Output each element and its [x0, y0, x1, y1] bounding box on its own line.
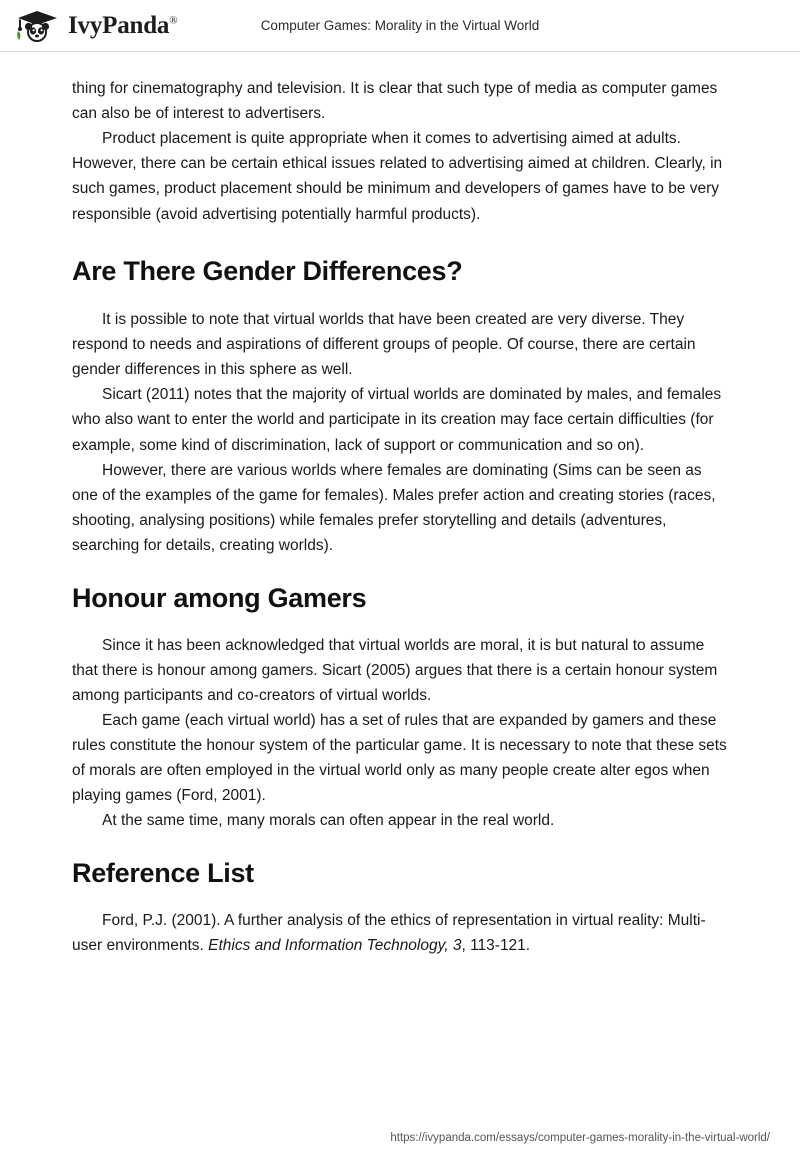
- page-footer: [0, 1128, 800, 1160]
- source-url-link[interactable]: https://ivypanda.com/essays/computer-games-morality-in-the-virtual-world/: [390, 1132, 770, 1144]
- brand[interactable]: [16, 9, 177, 43]
- document-body: [0, 52, 800, 1128]
- section-heading-reference-list: Reference List: [72, 858, 254, 889]
- page-title: Computer Games: Morality in the Virtual World: [260, 18, 540, 33]
- paragraph: thing for cinematography and television. It is clear that such type of media as computer games can also be of interest to advertisers.: [72, 80, 718, 123]
- brand-name: IvyPanda®: [68, 11, 178, 39]
- paragraph: At the same time, many morals can often appear in the real world.: [102, 812, 555, 830]
- graduation-cap-panda-icon: [16, 9, 60, 43]
- page-header: [0, 0, 800, 52]
- reference-source: Ethics and Information Technology, 3: [208, 936, 462, 954]
- brand-trademark: ®: [169, 14, 178, 27]
- reference-text: Ford, P.J. (2001). A further analysis of the ethics of representation in virtual reality: Multi-user environments.: [72, 911, 706, 954]
- paragraph: Since it has been acknowledged that virtual worlds are moral, it is but natural to assume that there is honour among gamers. Sicart (2005) argues that there is a certain honour system among participants and co-creators of virtual worlds.: [72, 636, 718, 704]
- reference-pages: , 113-121.: [461, 936, 531, 954]
- paragraph: Sicart (2011) notes that the majority of virtual worlds are dominated by males, and females who also want to enter the world and participate in its creation may face certain difficulties (for example, some kind of discrimination, lack of support or communication and so on).: [72, 386, 722, 454]
- section-heading-honour: Honour among Gamers: [72, 583, 367, 614]
- paragraph: Each game (each virtual world) has a set of rules that are expanded by gamers and these rules constitute the honour system of the particular game. It is necessary to note that these sets of morals are often employed in the virtual world only as many people create alter egos when playing games (Ford, 2001).: [72, 711, 727, 805]
- paragraph: It is possible to note that virtual worlds that have been created are very diverse. They respond to needs and aspirations of different groups of people. Of course, there are certain gender differences in this sphere as well.: [72, 311, 696, 379]
- paragraph: However, there are various worlds where females are dominating (Sims can be seen as one of the examples of the game for females). Males prefer action and creating stories (races, shooting, analysing positions) while females prefer storytelling and details (adventures, searching for details, creating worlds).: [72, 461, 716, 555]
- reference-entry: [72, 908, 728, 958]
- paragraph: Product placement is quite appropriate when it comes to advertising aimed at adults. However, there can be certain ethical issues related to advertising aimed at children. Clearly, in such games, product placement should be minimum and developers of games have to be very responsible (avoid advertising potentially harmful products).: [72, 130, 723, 223]
- section-heading-gender: Are There Gender Differences?: [72, 255, 463, 286]
